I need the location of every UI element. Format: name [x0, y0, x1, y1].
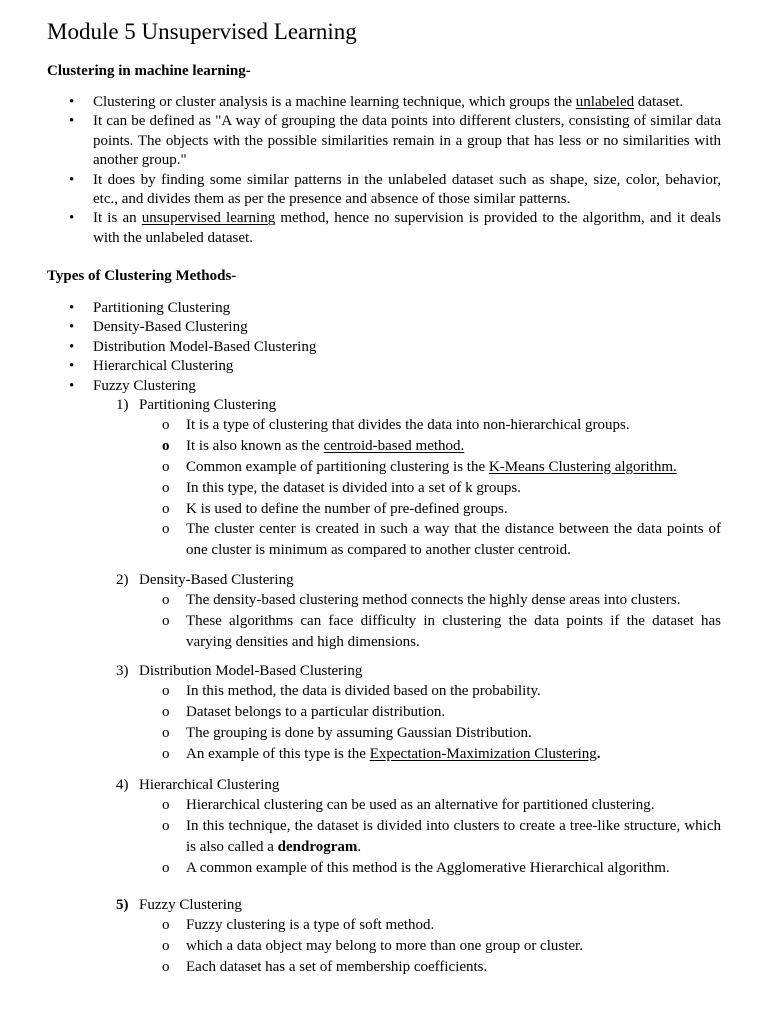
sub-bullet-item [162, 457, 721, 478]
subsection-heading [116, 662, 721, 681]
subsection-density [116, 571, 721, 653]
sub-bullet-marker: o [162, 938, 170, 955]
sub-bullet-item [162, 744, 721, 765]
sub-bullet-marker: o [162, 917, 170, 934]
sub-bullet-item [162, 816, 721, 858]
sub-bullet-item [162, 436, 721, 457]
sub-bullet-item [162, 415, 721, 436]
subsection-title: Distribution Model-Based Clustering [139, 663, 363, 679]
bullet-text: Distribution Model-Based Clustering [93, 338, 317, 355]
text-run: These algorithms can face difficulty in clustering the data points if the dataset has varying densities and high dimensions. [186, 613, 721, 650]
bullet-marker: • [69, 300, 75, 316]
sub-bullet-item [162, 499, 721, 520]
text-run: . [596, 745, 601, 762]
text-run: In this technique, the dataset is divided into clusters to create a tree-like structure, which is also called a [186, 818, 721, 855]
text-run: A common example of this method is the Agglomerative Hierarchical algorithm. [186, 859, 670, 876]
sub-bullet-item [162, 915, 721, 936]
text-run: dataset. [634, 94, 684, 110]
bullet-item [47, 93, 721, 112]
subsection-title: Density-Based Clustering [139, 572, 294, 588]
subsection-title: Partitioning Clustering [139, 397, 277, 413]
text-run: An example of this type is the [186, 745, 370, 762]
bullet-item [47, 318, 721, 337]
sub-bullet-marker: o [162, 417, 170, 434]
sub-bullet-marker: o [162, 479, 170, 496]
bullet-item [47, 209, 721, 248]
section-heading-types: Types of Clustering Methods- [47, 268, 237, 284]
sub-bullet-marker: o [162, 438, 170, 455]
text-run: In this method, the data is divided based on the probability. [186, 683, 541, 700]
text-run: It is an [93, 210, 142, 227]
text-run: Clustering or cluster analysis is a machine learning technique, which groups the [93, 94, 576, 110]
sub-bullet-marker: o [162, 704, 170, 721]
sub-bullet-marker: o [162, 459, 170, 475]
bullet-text: Fuzzy Clustering [93, 377, 196, 394]
bullet-marker: • [69, 113, 75, 130]
text-run: The grouping is done by assuming Gaussian Distribution. [186, 725, 532, 741]
subsection-heading [116, 776, 721, 795]
subsection-hierarchical [116, 776, 721, 879]
bullet-item [47, 357, 721, 376]
text-run: Common example of partitioning clustering is the [186, 459, 489, 475]
bullet-item [47, 338, 721, 357]
subsection-title: Hierarchical Clustering [139, 777, 280, 793]
text-run: . [357, 839, 362, 855]
sub-bullet-item [162, 519, 721, 561]
text-run: Each dataset has a set of membership coefficients. [186, 959, 488, 975]
sub-bullet-item [162, 590, 721, 611]
subsection-title: Fuzzy Clustering [139, 897, 242, 913]
link-text: unsupervised learning [141, 210, 276, 227]
bullet-item [47, 377, 721, 396]
bullet-marker: • [69, 210, 75, 227]
bullet-marker: • [69, 377, 75, 394]
subsection-distribution [116, 662, 721, 765]
subsection-partitioning [116, 396, 721, 561]
subsection-heading [116, 396, 721, 415]
sub-bullet-item [162, 795, 721, 816]
sub-bullet-marker: o [162, 613, 170, 630]
sub-bullet-marker: o [162, 818, 170, 835]
sub-bullet-marker: o [162, 521, 170, 538]
subsection-number: 1) [116, 397, 129, 413]
text-run: The cluster center is created in such a way that the distance between the data points of one cluster is minimum as compared to another cluster centroid. [186, 521, 721, 559]
types-bullet-list [47, 299, 721, 396]
text-run: method, hence no supervision is provided to the algorithm, and it deals with the unlabeled dataset. [93, 210, 721, 246]
bullet-item [47, 171, 721, 210]
page-title: Module 5 Unsupervised Learning [47, 19, 357, 44]
clustering-bullet-list [47, 93, 721, 248]
link-text: centroid-based method. [323, 438, 465, 455]
bullet-marker: • [69, 338, 75, 355]
sub-bullet-item [162, 723, 721, 744]
bullet-text: Hierarchical Clustering [93, 358, 234, 375]
link-text: unlabeled [575, 94, 635, 110]
bullet-item [47, 299, 721, 318]
sub-bullet-marker: o [162, 725, 170, 741]
text-run: K is used to define the number of pre-defined groups. [186, 500, 508, 517]
subsection-heading [116, 896, 721, 915]
text-run: Dataset belongs to a particular distribution. [186, 704, 446, 721]
sub-bullet-item [162, 858, 721, 879]
text-run: Hierarchical clustering can be used as an alternative for partitioned clustering. [186, 797, 655, 814]
sub-bullet-item [162, 702, 721, 723]
subsection-heading [116, 571, 721, 590]
bullet-marker: • [69, 94, 75, 110]
link-text: Expectation-Maximization Clustering [369, 745, 597, 762]
subsection-number: 2) [116, 572, 129, 588]
text-run: In this type, the dataset is divided into a set of k groups. [186, 479, 521, 496]
text-run: It can be defined as "A way of grouping the data points into different clusters, consisting of similar data points. The objects with the possible similarities remain in a group that has less or no similarities with another group." [93, 113, 721, 169]
sub-bullet-marker: o [162, 500, 170, 517]
sub-bullet-marker: o [162, 745, 170, 762]
subsection-number: 3) [116, 663, 129, 679]
sub-bullet-item [162, 478, 721, 499]
bullet-marker: • [69, 171, 75, 188]
text-run: which a data object may belong to more than one group or cluster. [186, 938, 583, 955]
sub-bullet-marker: o [162, 592, 170, 609]
sub-bullet-item [162, 936, 721, 957]
text-run: It is also known as the [186, 438, 324, 455]
subsection-number: 4) [116, 777, 129, 793]
text-run: It is a type of clustering that divides the data into non-hierarchical groups. [186, 417, 630, 434]
section-heading-clustering: Clustering in machine learning- [47, 63, 251, 79]
subsection-number: 5) [116, 897, 129, 913]
sub-bullet-marker: o [162, 683, 170, 700]
text-run: Fuzzy clustering is a type of soft method. [186, 917, 435, 934]
bullet-marker: • [69, 358, 75, 375]
sub-bullet-marker: o [162, 797, 170, 814]
bullet-marker: • [69, 319, 75, 336]
subsection-fuzzy [116, 896, 721, 978]
text-run: The density-based clustering method connects the highly dense areas into clusters. [186, 592, 681, 609]
link-text: K-Means Clustering algorithm. [488, 459, 677, 475]
sub-bullet-marker: o [162, 859, 170, 876]
sub-bullet-item [162, 611, 721, 653]
sub-bullet-item [162, 681, 721, 702]
sub-bullet-marker: o [162, 959, 170, 975]
bullet-text: Partitioning Clustering [93, 300, 231, 316]
text-run: It does by finding some similar patterns in the unlabeled dataset such as shape, size, color, behavior, etc., and divides them as per the presence and absence of those similar patterns. [93, 171, 721, 208]
text-run: dendrogram [277, 839, 358, 855]
sub-bullet-item [162, 957, 721, 978]
bullet-item [47, 112, 721, 170]
bullet-text: Density-Based Clustering [93, 319, 248, 336]
